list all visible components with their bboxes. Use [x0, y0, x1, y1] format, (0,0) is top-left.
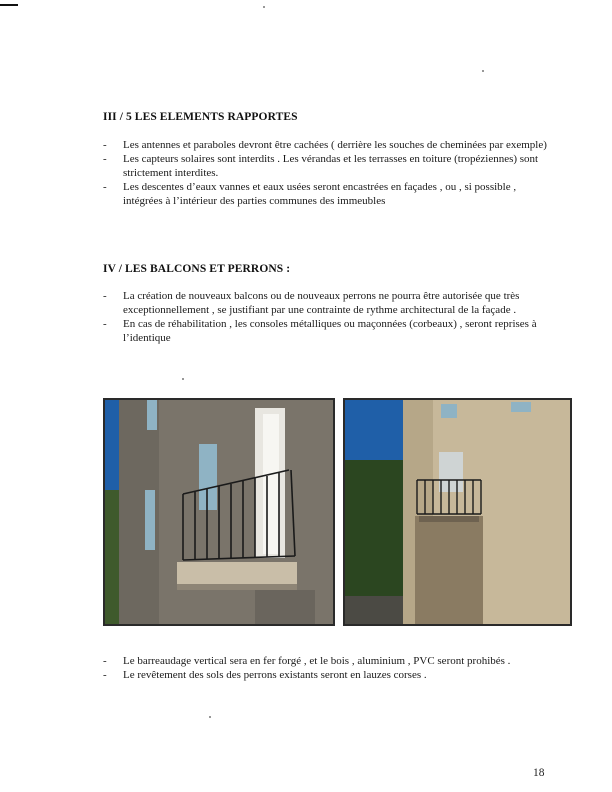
- bullet-dash: -: [103, 669, 107, 681]
- list-item: [103, 138, 551, 152]
- list-item: [103, 317, 551, 345]
- list-item-text: Les antennes et paraboles devront être cachées ( derrière les souches de cheminées par exemple): [123, 139, 547, 151]
- list-item: [103, 668, 551, 682]
- bullet-list-balcons-perrons: [103, 289, 551, 345]
- scan-speck: [482, 70, 484, 72]
- page-number: 18: [533, 767, 545, 779]
- list-item-text: En cas de réhabilitation , les consoles métalliques ou maçonnées (corbeaux) , seront reprises à l’identique: [123, 318, 537, 344]
- bullet-dash: -: [103, 318, 107, 330]
- bullet-dash: -: [103, 139, 107, 151]
- rendered-facade-illustration: [345, 400, 570, 624]
- section-heading-elements-rapportes: III / 5 LES ELEMENTS RAPPORTES: [103, 111, 298, 123]
- list-item-text: Les descentes d’eaux vannes et eaux usées seront encastrées en façades , ou , si possible , intégrées à l’intérieur des parties communes des immeubles: [123, 181, 517, 207]
- bullet-list-elements-rapportes: [103, 138, 551, 208]
- scan-speck: [209, 716, 211, 718]
- bullet-list-balcony-rules: [103, 654, 551, 682]
- bullet-dash: -: [103, 181, 107, 193]
- list-item-text: Les capteurs solaires sont interdits . Les vérandas et les terrasses en toiture (tropéziennes) sont strictement interdites.: [123, 153, 539, 179]
- list-item: [103, 654, 551, 668]
- scan-corner-mark: [0, 4, 18, 6]
- section-heading-balcons-perrons: IV / LES BALCONS ET PERRONS :: [103, 263, 291, 275]
- bullet-dash: -: [103, 655, 107, 667]
- bullet-dash: -: [103, 153, 107, 165]
- list-item-text: Le barreaudage vertical sera en fer forgé , et le bois , aluminium , PVC seront prohibés .: [123, 655, 511, 667]
- stone-facade-balcony-photo: [103, 398, 335, 626]
- list-item: [103, 152, 551, 180]
- list-item-text: Le revêtement des sols des perrons existants seront en lauzes corses .: [123, 669, 427, 681]
- stone-facade-illustration: [105, 400, 333, 624]
- list-item: [103, 289, 551, 317]
- list-item: [103, 180, 551, 208]
- scan-speck: [263, 6, 265, 8]
- scan-speck: [182, 378, 184, 380]
- list-item-text: La création de nouveaux balcons ou de nouveaux perrons ne pourra être autorisée que très exceptionnellement , se justifiant par une contrainte de rythme architectural de la façade .: [123, 290, 520, 316]
- rendered-facade-balcony-photo: [343, 398, 572, 626]
- bullet-dash: -: [103, 290, 107, 302]
